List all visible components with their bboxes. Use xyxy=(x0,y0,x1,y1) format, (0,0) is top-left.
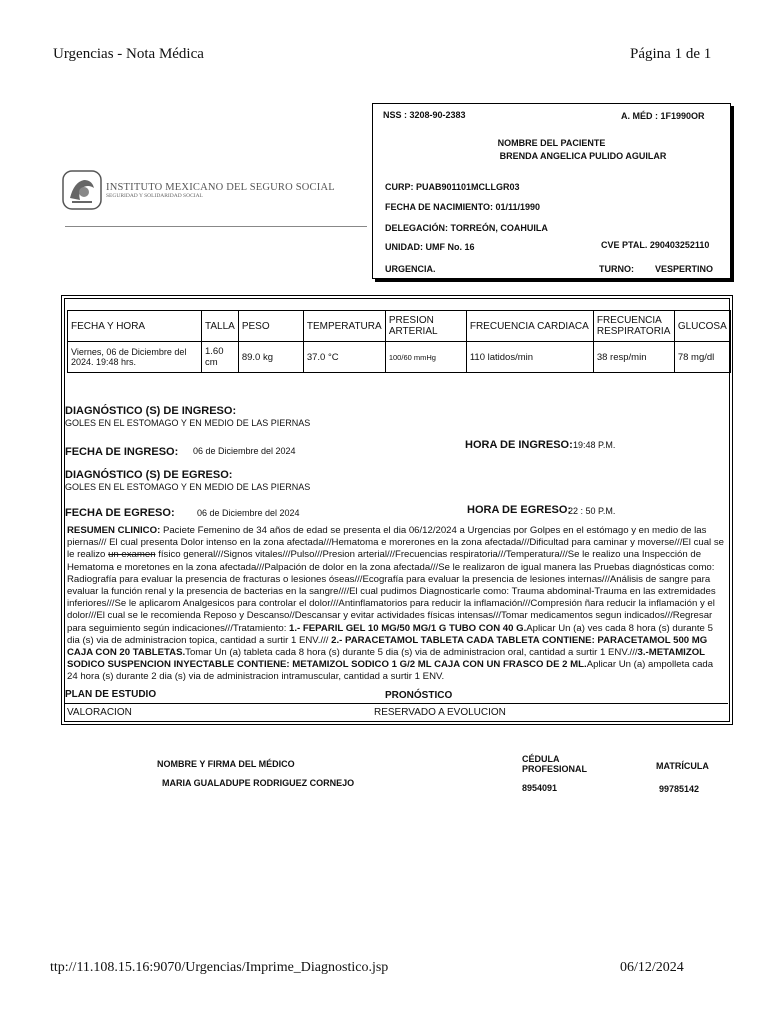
dx-egreso: GOLES EN EL ESTOMAGO Y EN MEDIO DE LAS PIERNAS xyxy=(65,482,311,492)
patient-name-label: NOMBRE DEL PACIENTE xyxy=(497,138,606,148)
vitals-value-row xyxy=(68,342,731,373)
delegacion: DELEGACIÓN: TORREÓN, COAHUILA xyxy=(385,223,548,233)
hora-egreso-label: HORA DE EGRESO: xyxy=(467,504,572,516)
cedula-label-line-1: CÉDULA xyxy=(522,754,560,764)
vitals-header-row xyxy=(68,311,731,342)
value-frecuencia-respiratoria: 38 resp/min xyxy=(593,342,674,373)
fecha-egreso-label: FECHA DE EGRESO: xyxy=(65,507,175,519)
header-peso: PESO xyxy=(238,311,303,342)
plan-divider xyxy=(64,703,728,704)
header-temperatura: TEMPERATURA xyxy=(303,311,385,342)
vitals-table xyxy=(67,310,731,373)
value-fecha-hora: Viernes, 06 de Diciembre del 2024. 19:48 hrs. xyxy=(68,342,202,373)
medication-1: 1.- FEPARIL GEL 10 MG/50 MG/1 G TUBO CON 40 G. xyxy=(289,622,527,634)
turno-label: TURNO: xyxy=(599,264,634,274)
header-fecha-hora: FECHA Y HORA xyxy=(68,311,202,342)
hora-ingreso-label: HORA DE INGRESO: xyxy=(465,439,573,451)
medication-2: 2.- PARACETAMOL TABLETA CADA TABLETA CONTIENE: PARACETAMOL 500 MG CAJA CON 20 TABLETAS. xyxy=(67,634,708,659)
unidad: UNIDAD: UMF No. 16 xyxy=(385,242,475,252)
header-frecuencia-cardiaca: FRECUENCIA CARDIACA xyxy=(466,311,593,342)
document-title: Urgencias - Nota Médica xyxy=(53,46,204,62)
dx-ingreso-label: DIAGNÓSTICO (S) DE INGRESO: xyxy=(65,405,237,417)
dx-egreso-label: DIAGNÓSTICO (S) DE EGRESO: xyxy=(65,469,233,481)
matricula-label: MATRÍCULA xyxy=(656,761,709,771)
resumen-text-4: Tomar Un (a) tableta cada 8 hora (s) durante 5 dia (s) via de administracion oral, cantidad a surtir 1 ENV./// xyxy=(185,647,638,659)
curp: CURP: PUAB901101MCLLGR03 xyxy=(385,182,520,192)
plan-value: VALORACION xyxy=(67,707,132,718)
adscripcion-medica: A. MÉD : 1F1990OR xyxy=(621,111,705,121)
header-presion: PRESION ARTERIAL xyxy=(385,311,466,342)
resumen-text-3: Aplicar Un (a) ves cada 8 hora (s) durante 5 dia (s) via de administracion topica, cantidad a surtir 1 ENV./// xyxy=(67,622,713,646)
institution-name: INSTITUTO MEXICANO DEL SEGURO SOCIAL xyxy=(106,181,335,193)
fecha-ingreso: 06 de Diciembre del 2024 xyxy=(193,446,296,456)
value-glucosa: 78 mg/dl xyxy=(674,342,730,373)
birth-date: FECHA DE NACIMIENTO: 01/11/1990 xyxy=(385,202,541,212)
resumen-strikethrough: un examen xyxy=(108,549,156,561)
pronostico-value: RESERVADO A EVOLUCION xyxy=(374,707,506,718)
patient-info-box xyxy=(372,103,731,279)
hora-egreso: 22 : 50 P.M. xyxy=(568,506,616,516)
resumen-label: RESUMEN CLINICO: xyxy=(67,525,161,536)
plan-label: PLAN DE ESTUDIO xyxy=(65,689,157,700)
medico-name: MARIA GUALADUPE RODRIGUEZ CORNEJO xyxy=(162,778,355,788)
imss-eagle-icon xyxy=(62,170,102,210)
header-glucosa: GLUCOSA xyxy=(674,311,730,342)
urgencia: URGENCIA. xyxy=(385,264,436,274)
medico-label: NOMBRE Y FIRMA DEL MÉDICO xyxy=(157,759,295,769)
resumen-text-2: físico general///Signos vitales///Pulso///Presion arterial///Frecuencias respiratoria///Temperatura///Se le realizo una Inspección de Hematoma e moretones en la zona afectada///Palpación de dolor en la zona afectada///Se le realizaron de igual manera las Pruebas diagnósticas como: Radiografía para evaluar la presencia de fracturas o lesiones óseas///Ecografía para evaluar la presencia de lesiones internas///Análisis de sangre para evaluar la función renal y la presencia de bacterias en la sangre////El cual pudimos Diagnosticarle como: Trauma abdominal-Trauma en las extremidades inferiores///Se le aplicarom Analgesicos para controlar el dolor///Antinflamatorios para reducir la inflamación///Compresión ñara reducir la inflamación y el dolor///El cual se le recomienda Reposo y Descanso//Descansar y evitar actividades físicas intensas///Tomar medicamentos segun indicados///Regresar para seguimiento según indicaciones///Tratamiento: xyxy=(67,549,716,634)
value-presion: 100/60 mmHg xyxy=(385,342,466,373)
fecha-ingreso-label: FECHA DE INGRESO: xyxy=(65,446,179,458)
value-peso: 89.0 kg xyxy=(238,342,303,373)
value-frecuencia-cardiaca: 110 latidos/min xyxy=(466,342,593,373)
footer-url: ttp://11.108.15.16:9070/Urgencias/Imprime_Diagnostico.jsp xyxy=(50,960,389,975)
fecha-egreso: 06 de Diciembre del 2024 xyxy=(197,508,300,518)
resumen-text-1: Paciete Femenino de 34 años de edad se presenta el dia 06/12/2024 a Urgencias por Golpes en el estómago y en medio de las piernas/// El cual presenta Dolor intenso en la zona afectada///Hematoma e morerones en la zona afectada///Dificultad para caminar y moverse///El cual se le realizo xyxy=(67,525,724,561)
medication-3: 3.-METAMIZOL SODICO SUSPENCION INYECTABLE CONTIENE: METAMIZOL SODICO 1 G/2 ML CAJA CON UN FRASCO DE 2 ML. xyxy=(67,647,705,671)
cedula-label xyxy=(522,754,587,774)
patient-name: BRENDA ANGELICA PULIDO AGUILAR xyxy=(499,151,667,161)
header-talla: TALLA xyxy=(202,311,239,342)
pronostico-label: PRONÓSTICO xyxy=(385,690,453,701)
cve-ptal: CVE PTAL. 290403252110 xyxy=(601,240,710,250)
logo-divider xyxy=(65,226,367,227)
cedula-value: 8954091 xyxy=(522,783,558,793)
hora-ingreso: 19:48 P.M. xyxy=(573,440,616,450)
header-frecuencia-respiratoria: FRECUENCIA RESPIRATORIA xyxy=(593,311,674,342)
value-temperatura: 37.0 °C xyxy=(303,342,385,373)
turno: VESPERTINO xyxy=(655,264,714,274)
footer-date: 06/12/2024 xyxy=(620,960,684,975)
resumen-clinico xyxy=(67,525,725,684)
institution-subtitle: SEGURIDAD Y SOLIDARIDAD SOCIAL xyxy=(106,192,203,199)
cedula-label-line-2: PROFESIONAL xyxy=(522,764,588,774)
resumen-text-5: Aplicar Un (a) ampolleta cada 24 hora (s) durante 2 dia (s) via de administracion intramuscular, cantidad a surtir 1 ENV. xyxy=(67,659,714,683)
value-talla: 1.60 cm xyxy=(202,342,239,373)
imss-logo xyxy=(62,170,335,210)
dx-ingreso: GOLES EN EL ESTOMAGO Y EN MEDIO DE LAS PIERNAS xyxy=(65,418,311,428)
matricula-value: 99785142 xyxy=(659,784,700,794)
nss: NSS : 3208-90-2383 xyxy=(383,110,466,120)
page-number: Página 1 de 1 xyxy=(630,46,712,62)
